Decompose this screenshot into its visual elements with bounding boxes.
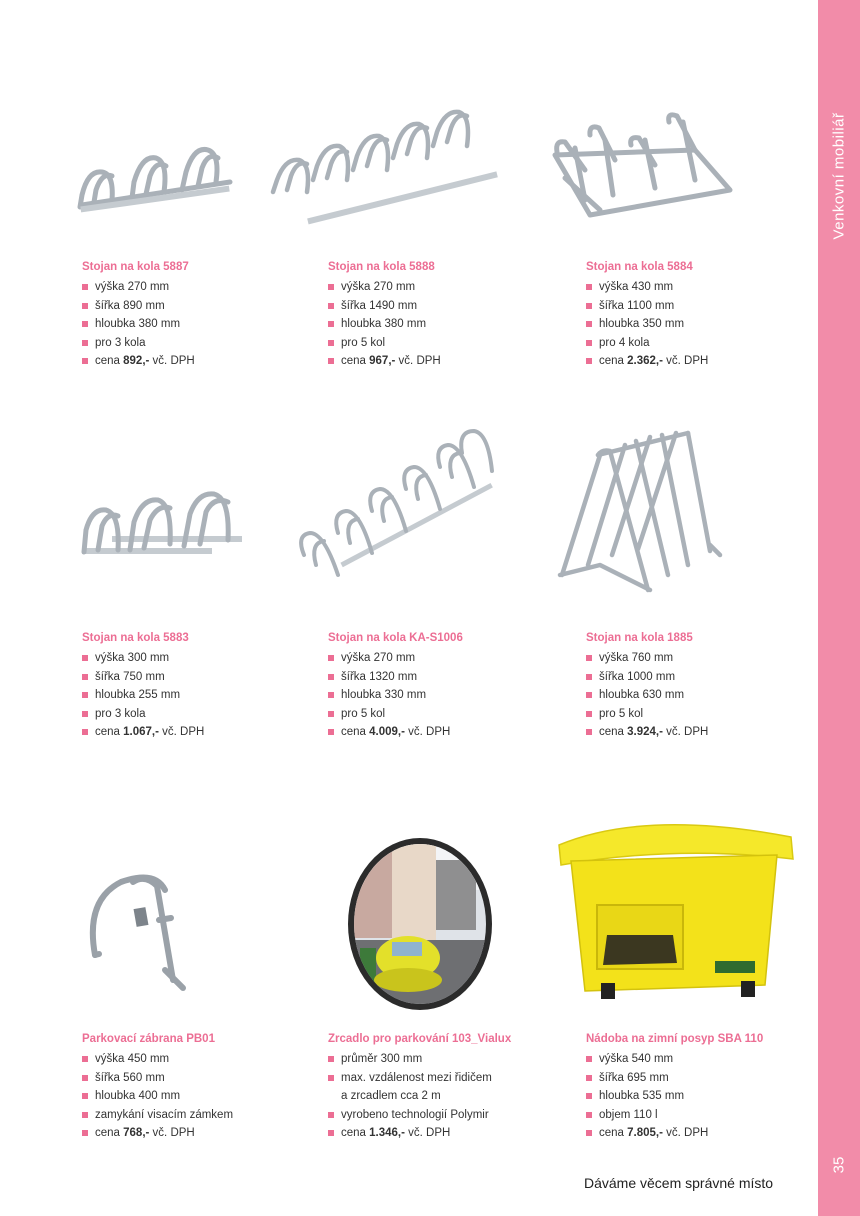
spec-list bbox=[82, 1050, 312, 1143]
price-prefix: cena bbox=[599, 355, 628, 367]
price-prefix: cena bbox=[341, 1127, 370, 1139]
product-title: Stojan na kola 5888 bbox=[328, 261, 435, 273]
spec-item: hloubka 330 mm bbox=[328, 686, 558, 705]
footer-slogan: Dáváme věcem správné místo bbox=[584, 1175, 774, 1191]
spec-item: výška 300 mm bbox=[82, 649, 312, 668]
price-value: 892,- bbox=[123, 355, 150, 367]
product-PB01 bbox=[82, 1033, 312, 1143]
spec-item: šířka 560 mm bbox=[82, 1069, 312, 1088]
spec-item: šířka 695 mm bbox=[586, 1069, 816, 1088]
price-item bbox=[328, 352, 558, 371]
page-number: 35 bbox=[830, 1156, 848, 1174]
product-title: Nádoba na zimní posyp SBA 110 bbox=[586, 1033, 764, 1045]
price-suffix: vč. DPH bbox=[149, 355, 195, 367]
spec-item: hloubka 255 mm bbox=[82, 686, 312, 705]
spec-item: šířka 750 mm bbox=[82, 668, 312, 687]
price-prefix: cena bbox=[95, 355, 124, 367]
price-item bbox=[586, 1124, 816, 1143]
spec-item: šířka 1320 mm bbox=[328, 668, 558, 687]
spec-item: hloubka 380 mm bbox=[82, 315, 312, 334]
spec-item: výška 270 mm bbox=[328, 278, 558, 297]
product-5887 bbox=[82, 261, 312, 371]
price-prefix: cena bbox=[95, 1127, 124, 1139]
spec-list bbox=[586, 278, 816, 371]
product-title: Stojan na kola 5887 bbox=[82, 261, 189, 273]
spec-item: šířka 1100 mm bbox=[586, 297, 816, 316]
product-5884 bbox=[586, 261, 816, 371]
price-value: 2.362,- bbox=[627, 355, 663, 367]
product-KA-S1006 bbox=[328, 632, 558, 742]
parking-mirror-image bbox=[322, 830, 562, 1040]
price-suffix: vč. DPH bbox=[149, 1127, 195, 1139]
spec-list bbox=[328, 1050, 558, 1143]
spec-item-continuation: a zrcadlem cca 2 m bbox=[341, 1090, 441, 1102]
price-item bbox=[82, 1124, 312, 1143]
spec-list bbox=[82, 278, 312, 371]
price-suffix: vč. DPH bbox=[404, 726, 451, 738]
spec-item: výška 540 mm bbox=[586, 1050, 816, 1069]
spec-item: výška 270 mm bbox=[82, 278, 312, 297]
price-value: 4.009,- bbox=[369, 726, 405, 738]
spec-list bbox=[82, 649, 312, 742]
price-prefix: cena bbox=[599, 726, 628, 738]
spec-item: zamykání visacím zámkem bbox=[82, 1106, 312, 1125]
product-title: Stojan na kola 5883 bbox=[82, 632, 189, 644]
spec-item: hloubka 400 mm bbox=[82, 1087, 312, 1106]
spec-list bbox=[586, 649, 816, 742]
product-title: Stojan na kola KA-S1006 bbox=[328, 632, 463, 644]
price-value: 1.067,- bbox=[123, 726, 159, 738]
spec-item: hloubka 380 mm bbox=[328, 315, 558, 334]
spec-item: objem 110 l bbox=[586, 1106, 816, 1125]
price-item bbox=[82, 723, 312, 742]
product-SBA-110 bbox=[586, 1033, 816, 1143]
bike-rack-KA-S1006-image bbox=[292, 415, 504, 625]
spec-item: hloubka 630 mm bbox=[586, 686, 816, 705]
price-suffix: vč. DPH bbox=[662, 726, 709, 738]
price-suffix: vč. DPH bbox=[404, 1127, 451, 1139]
price-suffix: vč. DPH bbox=[662, 355, 709, 367]
product-103-Vialux bbox=[328, 1033, 558, 1143]
spec-item: šířka 1490 mm bbox=[328, 297, 558, 316]
price-item bbox=[82, 352, 312, 371]
spec-item: max. vzdálenost mezi řidičem bbox=[328, 1069, 558, 1088]
spec-item: hloubka 535 mm bbox=[586, 1087, 816, 1106]
spec-list bbox=[586, 1050, 816, 1143]
price-value: 967,- bbox=[369, 355, 396, 367]
price-item bbox=[586, 723, 816, 742]
product-title: Stojan na kola 1885 bbox=[586, 632, 693, 644]
product-5888 bbox=[328, 261, 558, 371]
price-value: 7.805,- bbox=[627, 1127, 663, 1139]
spec-item: výška 450 mm bbox=[82, 1050, 312, 1069]
spec-item: pro 3 kola bbox=[82, 705, 312, 724]
price-prefix: cena bbox=[341, 355, 370, 367]
price-prefix: cena bbox=[341, 726, 370, 738]
spec-list bbox=[328, 278, 558, 371]
spec-item: šířka 1000 mm bbox=[586, 668, 816, 687]
bike-rack-1885-image bbox=[550, 425, 780, 635]
product-1885 bbox=[586, 632, 816, 742]
spec-item: pro 5 kol bbox=[586, 705, 816, 724]
price-prefix: cena bbox=[599, 1127, 628, 1139]
spec-item: hloubka 350 mm bbox=[586, 315, 816, 334]
product-title: Zrcadlo pro parkování 103_Vialux bbox=[328, 1033, 512, 1045]
spec-item: pro 5 kol bbox=[328, 705, 558, 724]
section-title: Venkovní mobiliář bbox=[830, 112, 848, 240]
price-suffix: vč. DPH bbox=[395, 355, 441, 367]
spec-item: šířka 890 mm bbox=[82, 297, 312, 316]
bike-rack-5883-image bbox=[72, 440, 302, 650]
price-value: 3.924,- bbox=[627, 726, 663, 738]
spec-item: pro 4 kola bbox=[586, 334, 816, 353]
spec-list bbox=[328, 649, 558, 742]
price-value: 1.346,- bbox=[369, 1127, 405, 1139]
price-item bbox=[328, 1124, 558, 1143]
spec-item: vyrobeno technologií Polymir bbox=[328, 1106, 558, 1125]
spec-item: výška 760 mm bbox=[586, 649, 816, 668]
spec-item: výška 270 mm bbox=[328, 649, 558, 668]
product-title: Stojan na kola 5884 bbox=[586, 261, 693, 273]
salt-bin-image bbox=[555, 815, 795, 1025]
price-item bbox=[328, 723, 558, 742]
product-5883 bbox=[82, 632, 312, 742]
product-title: Parkovací zábrana PB01 bbox=[82, 1033, 215, 1045]
spec-item: výška 430 mm bbox=[586, 278, 816, 297]
price-prefix: cena bbox=[95, 726, 124, 738]
spec-item: pro 5 kol bbox=[328, 334, 558, 353]
price-suffix: vč. DPH bbox=[662, 1127, 709, 1139]
price-value: 768,- bbox=[123, 1127, 150, 1139]
price-suffix: vč. DPH bbox=[158, 726, 205, 738]
price-item bbox=[586, 352, 816, 371]
spec-item: pro 3 kola bbox=[82, 334, 312, 353]
spec-item: průměr 300 mm bbox=[328, 1050, 558, 1069]
